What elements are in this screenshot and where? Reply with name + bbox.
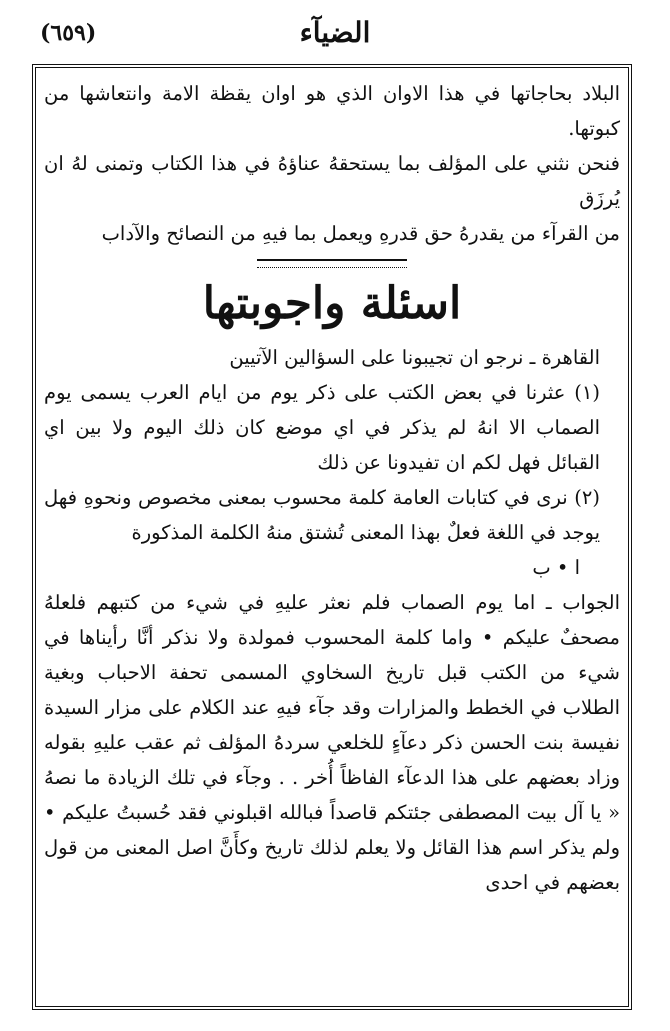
intro-line-1: البلاد بحاجاتها في هذا الاوان الذي هو اوان يقظة الامة وانتعاشها من كبوتها. <box>44 82 620 140</box>
answer-paragraph: الجواب ـ اما يوم الصماب فلم نعثر عليهِ في شيء من كتبهم فلعلهُ مصحفٌ عليكم • واما كلمة المحسوب فمولدة ولا نذكر أنَّا رأيناها في شيء من الكتب قبل تاريخ السخاوي المسمى تحفة الاحباب وبغية الطلاب في الخطط والمزارات وقد جآء فيهِ عند الكلام على مزار السيدة نفيسة بنت الحسن ذكر دعآءٍ للخلعي سردهُ المؤلف ثم عقب عليهِ بقوله وزاد بعضهم على هذا الدعآء الفاظاً أُخر . . وجآء في تلك الزيادة ما نصهُ « يا آل بيت المصطفى جئتكم قاصداً فبالله اقبلوني فقد حُسبتُ عليكم • ولم يذكر اسم هذا القائل ولا يعلم لذلك تاريخ وكأَنَّ اصل المعنى من قول بعضهم في احدى <box>44 591 620 894</box>
question-1: (١) عثرنا في بعض الكتب على ذكر يوم من ايام العرب يسمى يوم الصماب الا انهُ لم يذكر في اي موضع كان ذلك اليوم ولا بين اي القبائل فهل لكم ان تفيدونا عن ذلك <box>44 381 600 474</box>
intro-line-2: فنحن نثني على المؤلف بما يستحقهُ عناؤهُ في هذا الكتاب وتمنى لهُ ان يُرزَق <box>44 152 620 210</box>
question-intro: القاهرة ـ نرجو ان تجيبونا على السؤالين الآتيين <box>229 346 600 369</box>
page-header <box>40 12 630 52</box>
question-2: (٢) نرى في كتابات العامة كلمة محسوب بمعنى مخصوص ونحوهِ فهل يوجد في اللغة فعلٌ بهذا المعنى تُشتق منهُ الكلمة المذكورة <box>44 486 600 544</box>
page-number: (٦٥٩) <box>40 20 97 46</box>
questioner-signature: ا • ب <box>532 556 580 579</box>
running-title: الضيآء <box>299 16 371 49</box>
intro-line-3: من القرآء من يقدرهُ حق قدرهِ ويعمل بما فيهِ من النصائح والآداب <box>101 222 620 245</box>
page-body <box>44 76 620 900</box>
ornament-divider <box>257 259 407 268</box>
section-heading: اسئلة واجوبتها <box>202 278 462 329</box>
